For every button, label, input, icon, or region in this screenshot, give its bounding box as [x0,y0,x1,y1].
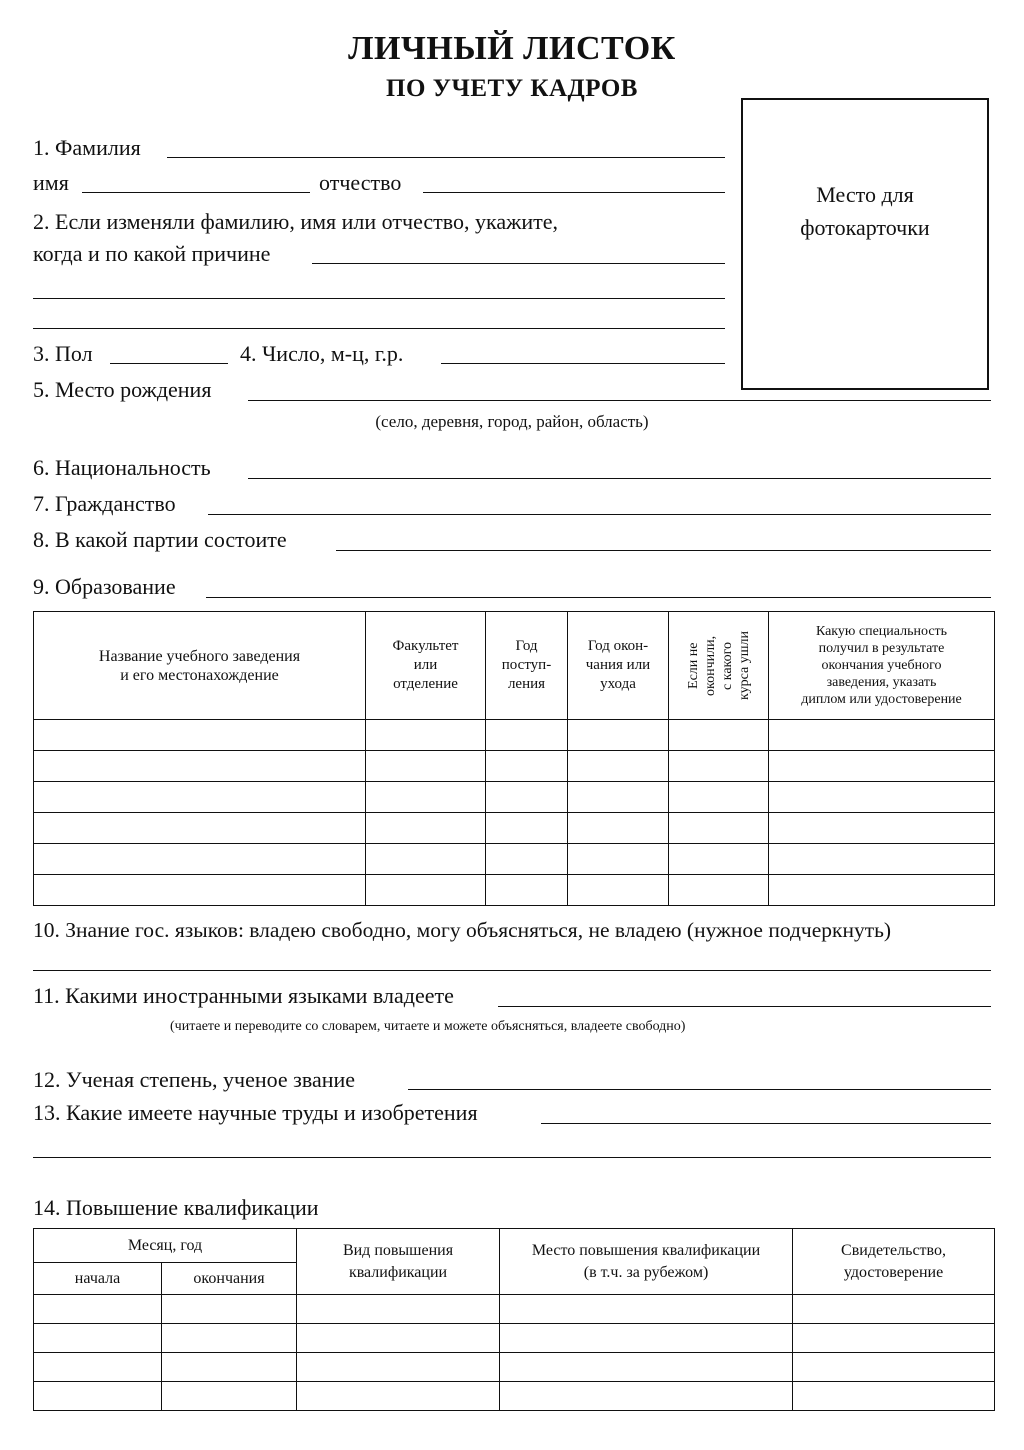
table-row [34,751,995,782]
birthdate-label: 4. Число, м-ц, г.р. [240,341,404,366]
photo-placeholder [741,98,989,390]
foreign-languages-hint: (читаете и переводите со словарем, читаете и можете объясняться, владеете свободно) [170,1019,686,1034]
surname-field[interactable] [167,157,725,158]
qualification-col-start: начала [34,1263,162,1295]
foreign-languages-label: 11. Какими иностранными языками владеете [33,983,454,1008]
birthplace-label: 5. Место рождения [33,377,212,402]
citizenship-label: 7. Гражданство [33,491,176,516]
form-title: ЛИЧНЫЙ ЛИСТОК [348,30,676,67]
works-field[interactable] [541,1123,991,1124]
works-field-extra[interactable] [33,1157,991,1158]
table-row [34,875,995,906]
table-row [34,844,995,875]
works-label: 13. Какие имеете научные труды и изобретения [33,1100,478,1125]
name-change-reason-label: когда и по какой причине [33,241,271,266]
birthplace-field[interactable] [248,400,991,401]
qualification-col-month-year: Месяц, год [34,1229,297,1263]
state-languages-field[interactable] [33,970,991,971]
sex-label: 3. Пол [33,341,93,366]
education-field[interactable] [206,597,991,598]
degree-label: 12. Ученая степень, ученое звание [33,1067,356,1092]
citizenship-field[interactable] [208,514,991,515]
table-row [34,1382,995,1411]
party-label: 8. В какой партии состоите [33,527,287,552]
birthplace-hint: (село, деревня, город, район, область) [375,412,649,431]
table-row [34,720,995,751]
qualification-col-certificate: Свидетельство, удостоверение [793,1229,995,1295]
degree-field[interactable] [408,1089,991,1090]
education-table [33,611,995,906]
patronymic-label: отчество [319,170,402,195]
qualification-label: 14. Повышение квалификации [33,1195,319,1220]
form-subtitle: ПО УЧЕТУ КАДРОВ [386,75,638,102]
education-col-graduation-year: Год окон- чания или ухода [568,612,669,720]
sex-field[interactable] [110,363,228,364]
name-field[interactable] [82,192,310,193]
nationality-label: 6. Национальность [33,455,211,480]
table-row [34,1353,995,1382]
education-col-specialty: Какую специальность получил в результате окончания учебного заведения, указать диплом или удостоверение [769,612,995,720]
table-row [34,813,995,844]
name-label: имя [33,170,69,195]
surname-label: 1. Фамилия [33,135,141,160]
name-change-field[interactable] [312,263,725,264]
foreign-languages-field[interactable] [498,1006,991,1007]
education-col-dropout-course: Если не окончили, с какого курса ушли [685,631,752,700]
qualification-col-type: Вид повышения квалификации [297,1229,500,1295]
photo-label: Место для фотокарточки [800,182,930,240]
education-col-faculty: Факультет или отделение [366,612,486,720]
education-col-institution: Название учебного заведения и его местонахождение [34,612,366,720]
table-row [34,782,995,813]
table-row [34,1324,995,1353]
patronymic-field[interactable] [423,192,725,193]
name-change-field-extra[interactable] [33,328,725,329]
education-label: 9. Образование [33,574,176,599]
name-change-question: 2. Если изменяли фамилию, имя или отчество, укажите, [33,209,558,234]
nationality-field[interactable] [248,478,991,479]
party-field[interactable] [336,550,991,551]
birthdate-field[interactable] [441,363,725,364]
state-languages-label: 10. Знание гос. языков: владею свободно, могу объясняться, не владею (нужное подчеркнуть) [33,918,892,942]
table-row [34,1295,995,1324]
education-col-admission-year: Год поступ- ления [486,612,568,720]
qualification-col-place: Место повышения квалификации (в т.ч. за рубежом) [500,1229,793,1295]
qualification-table [33,1228,995,1411]
name-change-field-extra[interactable] [33,298,725,299]
qualification-col-end: окончания [162,1263,297,1295]
